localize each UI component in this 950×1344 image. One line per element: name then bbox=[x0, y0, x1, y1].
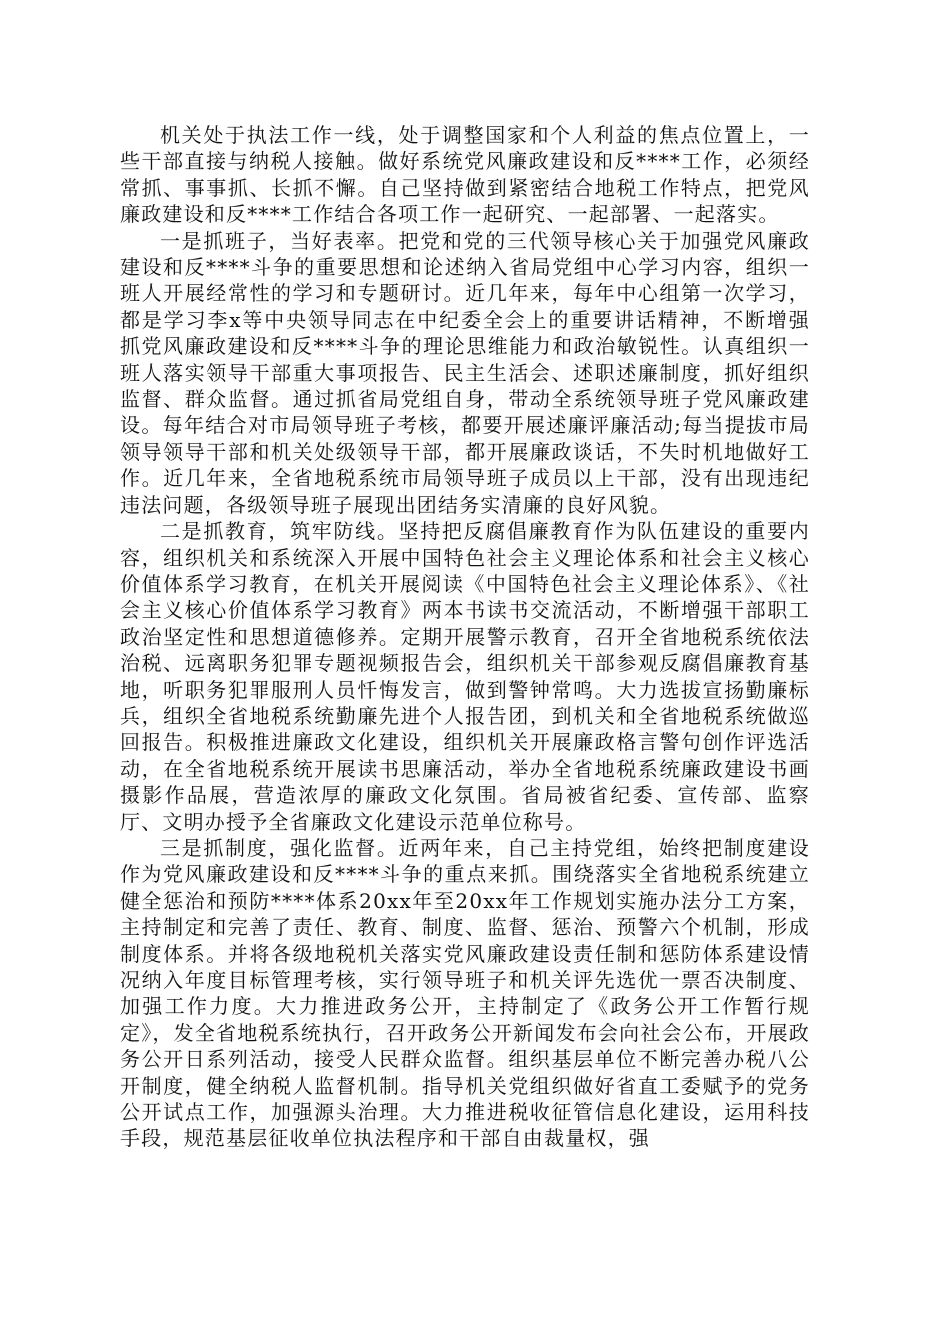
paragraph-intro: 机关处于执法工作一线，处于调整国家和个人利益的焦点位置上，一些干部直接与纳税人接触。做好系统党风廉政建设和反****工作，必须经常抓、事事抓、长抓不懈。自己坚持做到紧密结合地税工作特点，把党风廉政建设和反****工作结合各项工作一起研究、一起部署、一起落实。 bbox=[120, 123, 810, 227]
paragraph-system: 三是抓制度，强化监督。近两年来，自己主持党组，始终把制度建设作为党风廉政建设和反****斗争的重点来抓。围绕落实全省地税系统建立健全惩治和预防****体系20xx年至20xx年工作规划实施办法分工方案，主持制定和完善了责任、教育、制度、监督、惩治、预警六个机制，形成制度体系。并将各级地税机关落实党风廉政建设责任制和惩防体系建设情况纳入年度目标管理考核，实行领导班子和机关评先选优一票否决制度、加强工作力度。大力推进政务公开，主持制定了《政务公开工作暂行规定》，发全省地税系统执行，召开政务公开新闻发布会向社会公布，开展政务公开日系列活动，接受人民群众监督。组织基层单位不断完善办税八公开制度，健全纳税人监督机制。指导机关党组织做好省直工委赋予的党务公开试点工作，加强源头治理。大力推进税收征管信息化建设，运用科技手段，规范基层征收单位执法程序和干部自由裁量权，强 bbox=[120, 835, 810, 1151]
document-body bbox=[120, 122, 810, 1152]
paragraph-education: 二是抓教育，筑牢防线。坚持把反腐倡廉教育作为队伍建设的重要内容，组织机关和系统深入开展中国特色社会主义理论体系和社会主义核心价值体系学习教育，在机关开展阅读《中国特色社会主义理论体系》、《社会主义核心价值体系学习教育》两本书读书交流活动，不断增强干部职工政治坚定性和思想道德修养。定期开展警示教育，召开全省地税系统依法治税、远离职务犯罪专题视频报告会，组织机关干部参观反腐倡廉教育基地，听职务犯罪服刑人员忏悔发言，做到警钟常鸣。大力选拔宣扬勤廉标兵，组织全省地税系统勤廉先进个人报告团，到机关和全省地税系统做巡回报告。积极推进廉政文化建设，组织机关开展廉政格言警句创作评选活动，在全省地税系统开展读书思廉活动，举办全省地税系统廉政建设书画摄影作品展，营造浓厚的廉政文化氛围。省局被省纪委、宣传部、监察厅、文明办授予全省廉政文化建设示范单位称号。 bbox=[120, 519, 810, 834]
paragraph-leadership: 一是抓班子，当好表率。把党和党的三代领导核心关于加强党风廉政建设和反****斗争的重要思想和论述纳入省局党组中心学习内容，组织一班人开展经常性的学习和专题研讨。近几年来，每年中心组第一次学习，都是学习李x等中央领导同志在中纪委全会上的重要讲话精神，不断增强抓党风廉政建设和反****斗争的理论思维能力和政治敏锐性。认真组织一班人落实领导干部重大事项报告、民主生活会、述职述廉制度，抓好组织监督、群众监督。通过抓省局党组自身，带动全系统领导班子党风廉政建设。每年结合对市局领导班子考核，都要开展述廉评廉活动;每当提拔市局领导领导干部和机关处级领导干部，都开展廉政谈话，不失时机地做好工作。近几年来，全省地税系统市局领导班子成员以上干部，没有出现违纪违法问题，各级领导班子展现出团结务实清廉的良好风貌。 bbox=[120, 228, 810, 517]
